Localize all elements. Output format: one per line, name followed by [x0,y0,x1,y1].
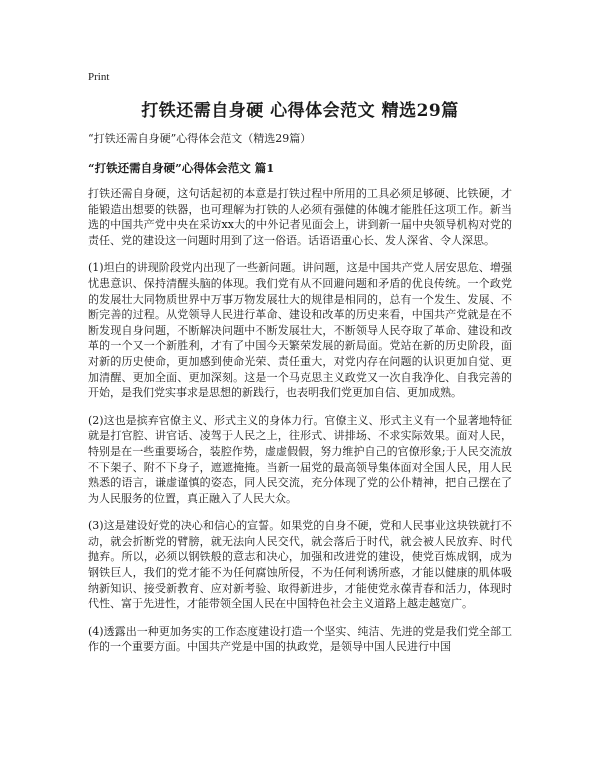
print-link[interactable]: Print [88,71,110,83]
document-body [88,186,512,667]
paragraph-point-1: (1)坦白的讲现阶段党内出现了一些新问题。讲问题，这是中国共产党人居安思危、增强忧患意识、保持清醒头脑的体现。我们党有从不回避问题和矛盾的优良传统。一个政党的发展壮大同物质世界中万事万物发展壮大的规律是相同的，总有一个发生、发展、不断完善的过程。从党领导人民进行革命、建设和改革的历史来看，中国共产党就是在不断发现自身问题，不断解决问题中不断发展壮大，不断领导人民夺取了革命、建设和改革的一个又一个新胜利，才有了中国今天繁荣发展的新局面。党站在新的历史阶段，面对新的历史使命，更加感到使命光荣、责任重大，对党内存在问题的认识更加自觉、更加清醒、更加全面、更加深刻。这是一个马克思主义政党又一次自我净化、自我完善的开始，是我们党实事求是思想的新践行，也表明我们党更加自信、更加成熟。 [88,261,512,400]
paragraph-point-2: (2)这也是摈弃官僚主义、形式主义的身体力行。官僚主义、形式主义有一个显著地特征就是打官腔、讲官话、凌驾于人民之上，往形式、讲排场、不求实际效果。面对人民，特别是在一些重要场合，装腔作势，虚虚假假，努力维护自己的官僚形象;于人民交流放不下架子、附不下身子，遮遮掩掩。当新一届党的最高领导集体面对全国人民，用人民熟悉的语言，谦虚谨慎的姿态，同人民交流，充分体现了党的公仆精神，把自己摆在了为人民服务的位置，真正融入了人民大众。 [88,413,512,505]
section-heading: “打铁还需自身硬”心得体会范文 篇1 [88,161,275,175]
paragraph-point-3: (3)这是建设好党的决心和信心的宣誓。如果党的自身不硬，党和人民事业这块铁就打不动，就会折断党的臂膀，就无法向人民交代，就会落后于时代，就会被人民放弃、时代抛弃。所以，必须以钢铁般的意志和决心，加强和改进党的建设，使党百炼成钢，成为钢铁巨人，我们的党才能不为任何腐蚀所侵，不为任何利诱所惑，才能以健康的肌体吸纳新知识、接受新教育、应对新考验、取得新进步，才能使党永葆青春和活力，体现时代性、富于先进性，才能带领全国人民在中国特色社会主义道路上越走越宽广。 [88,519,512,611]
paragraph-point-4: (4)透露出一种更加务实的工作态度建设打造一个坚实、纯洁、先进的党是我们党全部工作的一个重要方面。中国共产党是中国的执政党，是领导中国人民进行中国 [88,624,512,654]
document-subtitle: “打铁还需自身硬”心得体会范文（精选29篇） [88,132,312,145]
paragraph-intro: 打铁还需自身硬，这句话起初的本意是打铁过程中所用的工具必须足够硬、比铁硬，才能锻造出想要的铁器，也可理解为打铁的人必须有强健的体魄才能胜任这项工作。新当选的中国共产党中央在采访xx大的中外记者见面会上，讲到新一届中央领导机构对党的责任、党的建设这一问题时用到了这一俗语。话语语重心长、发人深省、令人深思。 [88,187,512,247]
page-title: 打铁还需自身硬 心得体会范文 精选29篇 [141,101,459,121]
